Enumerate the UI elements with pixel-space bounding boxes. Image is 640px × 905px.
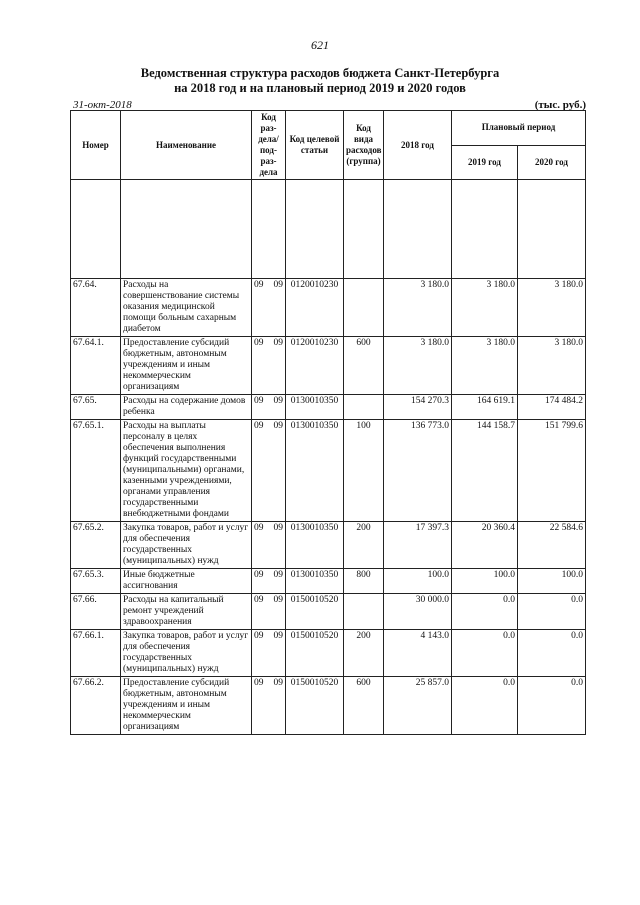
row-tselevaya-statya: 0150010520 — [286, 677, 344, 735]
row-name: Расходы на содержание домов ребенка — [121, 395, 252, 420]
header-plan: Плановый период — [452, 111, 586, 146]
header-tselevoy: Код целевой статьи — [286, 111, 344, 180]
row-vid-raskhodov: 200 — [344, 630, 384, 677]
table-row — [71, 594, 586, 630]
row-razdel — [252, 522, 286, 569]
row-razdel-code: 09 — [254, 396, 264, 406]
row-value-2019: 3 180.0 — [452, 337, 518, 395]
row-razdel — [252, 594, 286, 630]
header-2020: 2020 год — [518, 145, 586, 180]
units-label: (тыс. руб.) — [534, 99, 586, 111]
document-title — [0, 66, 640, 96]
row-razdel-code: 09 — [254, 678, 264, 688]
row-value-2019: 0.0 — [452, 594, 518, 630]
row-number: 67.65. — [71, 395, 121, 420]
row-podrazdel-code: 09 — [273, 631, 283, 641]
table-row — [71, 569, 586, 594]
row-name: Иные бюджетные ассигнования — [121, 569, 252, 594]
row-name: Предоставление субсидий бюджетным, автономным учреждениям и иным некоммерческим организациям — [121, 337, 252, 395]
document-date: 31-окт-2018 — [73, 99, 132, 111]
row-value-2018: 3 180.0 — [384, 337, 452, 395]
row-razdel — [252, 569, 286, 594]
row-razdel — [252, 337, 286, 395]
table-row — [71, 420, 586, 522]
row-name: Закупка товаров, работ и услуг для обеспечения государственных (муниципальных) нужд — [121, 522, 252, 569]
row-number: 67.65.1. — [71, 420, 121, 522]
row-razdel — [252, 677, 286, 735]
table-row — [71, 522, 586, 569]
row-value-2018: 136 773.0 — [384, 420, 452, 522]
row-podrazdel-code: 09 — [273, 570, 283, 580]
row-razdel-code: 09 — [254, 595, 264, 605]
row-value-2019: 0.0 — [452, 677, 518, 735]
row-value-2020: 0.0 — [518, 630, 586, 677]
row-podrazdel-code: 09 — [273, 595, 283, 605]
header-2019: 2019 год — [452, 145, 518, 180]
row-vid-raskhodov: 100 — [344, 420, 384, 522]
header-spacer — [71, 180, 586, 279]
row-tselevaya-statya: 0150010520 — [286, 594, 344, 630]
header-2018: 2018 год — [384, 111, 452, 180]
row-vid-raskhodov — [344, 594, 384, 630]
row-vid-raskhodov — [344, 395, 384, 420]
header-name: Наименование — [121, 111, 252, 180]
page-number: 621 — [311, 38, 329, 52]
row-podrazdel-code: 09 — [273, 523, 283, 533]
row-value-2019: 3 180.0 — [452, 279, 518, 337]
row-value-2020: 0.0 — [518, 677, 586, 735]
row-razdel-code: 09 — [254, 338, 264, 348]
row-razdel-code: 09 — [254, 280, 264, 290]
row-number: 67.66.1. — [71, 630, 121, 677]
row-name: Закупка товаров, работ и услуг для обеспечения государственных (муниципальных) нужд — [121, 630, 252, 677]
header-number: Номер — [71, 111, 121, 180]
row-tselevaya-statya: 0150010520 — [286, 630, 344, 677]
row-razdel — [252, 420, 286, 522]
row-podrazdel-code: 09 — [273, 396, 283, 406]
row-podrazdel-code: 09 — [273, 678, 283, 688]
row-value-2018: 17 397.3 — [384, 522, 452, 569]
row-value-2019: 100.0 — [452, 569, 518, 594]
row-value-2020: 22 584.6 — [518, 522, 586, 569]
row-tselevaya-statya: 0130010350 — [286, 395, 344, 420]
row-number: 67.64.1. — [71, 337, 121, 395]
row-value-2020: 174 484.2 — [518, 395, 586, 420]
row-razdel — [252, 395, 286, 420]
row-value-2018: 30 000.0 — [384, 594, 452, 630]
row-value-2020: 3 180.0 — [518, 337, 586, 395]
row-vid-raskhodov: 800 — [344, 569, 384, 594]
row-podrazdel-code: 09 — [273, 338, 283, 348]
row-vid-raskhodov: 600 — [344, 677, 384, 735]
row-value-2020: 0.0 — [518, 594, 586, 630]
header-vid: Код вида расходов (группа) — [344, 111, 384, 180]
row-value-2018: 3 180.0 — [384, 279, 452, 337]
table-row — [71, 337, 586, 395]
row-value-2019: 20 360.4 — [452, 522, 518, 569]
budget-table — [70, 110, 586, 735]
title-line-1: Ведомственная структура расходов бюджета Санкт-Петербурга — [140, 66, 500, 80]
row-number: 67.64. — [71, 279, 121, 337]
table-body — [71, 279, 586, 735]
row-value-2020: 3 180.0 — [518, 279, 586, 337]
row-name: Расходы на совершенствование системы оказания медицинской помощи больным сахарным диабетом — [121, 279, 252, 337]
row-number: 67.65.2. — [71, 522, 121, 569]
row-razdel — [252, 630, 286, 677]
row-vid-raskhodov: 200 — [344, 522, 384, 569]
row-razdel-code: 09 — [254, 421, 264, 431]
row-number: 67.66. — [71, 594, 121, 630]
row-razdel-code: 09 — [254, 570, 264, 580]
table-row — [71, 279, 586, 337]
row-value-2019: 144 158.7 — [452, 420, 518, 522]
title-line-2: на 2018 год и на плановый период 2019 и 2020 годов — [174, 81, 466, 95]
row-value-2018: 154 270.3 — [384, 395, 452, 420]
row-value-2018: 100.0 — [384, 569, 452, 594]
row-podrazdel-code: 09 — [273, 421, 283, 431]
row-value-2019: 164 619.1 — [452, 395, 518, 420]
header-row — [71, 111, 586, 146]
row-value-2020: 151 799.6 — [518, 420, 586, 522]
row-tselevaya-statya: 0120010230 — [286, 337, 344, 395]
row-tselevaya-statya: 0130010350 — [286, 522, 344, 569]
row-tselevaya-statya: 0130010350 — [286, 569, 344, 594]
row-number: 67.65.3. — [71, 569, 121, 594]
header-razdel: Код раз- дела/ под- раз- дела — [252, 111, 286, 180]
row-number: 67.66.2. — [71, 677, 121, 735]
row-value-2019: 0.0 — [452, 630, 518, 677]
row-vid-raskhodov: 600 — [344, 337, 384, 395]
row-razdel-code: 09 — [254, 523, 264, 533]
row-vid-raskhodov — [344, 279, 384, 337]
table-row — [71, 677, 586, 735]
row-tselevaya-statya: 0120010230 — [286, 279, 344, 337]
row-value-2018: 4 143.0 — [384, 630, 452, 677]
row-tselevaya-statya: 0130010350 — [286, 420, 344, 522]
row-razdel-code: 09 — [254, 631, 264, 641]
row-value-2020: 100.0 — [518, 569, 586, 594]
row-podrazdel-code: 09 — [273, 280, 283, 290]
row-name: Предоставление субсидий бюджетным, автономным учреждениям и иным некоммерческим организациям — [121, 677, 252, 735]
table-row — [71, 395, 586, 420]
table-row — [71, 630, 586, 677]
row-name: Расходы на капитальный ремонт учреждений здравоохранения — [121, 594, 252, 630]
row-razdel — [252, 279, 286, 337]
row-value-2018: 25 857.0 — [384, 677, 452, 735]
row-name: Расходы на выплаты персоналу в целях обеспечения выполнения функций государственными (муниципальными) органами, казенными учреждениями, органами управления государственными внебюджетными фондами — [121, 420, 252, 522]
